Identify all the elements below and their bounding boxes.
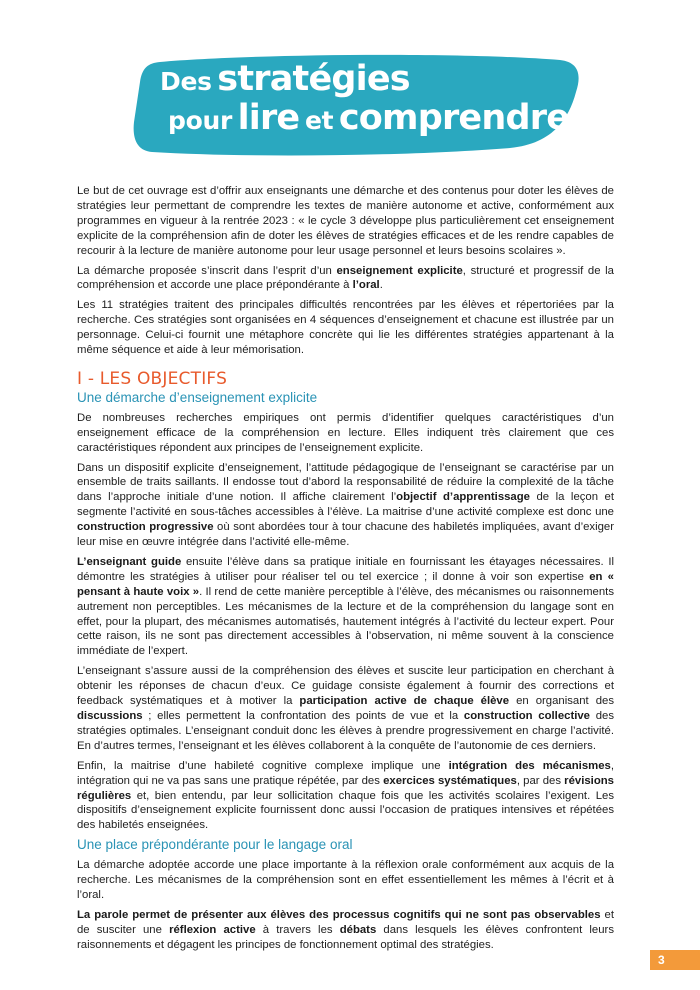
title-word-des: Des — [160, 67, 212, 96]
page-number: 3 — [650, 950, 700, 970]
intro-paragraph-2: La démarche proposée s’inscrit dans l’esprit d’un enseignement explicite, structuré et progressif de la compréhension et accorde une place prépondérante à l’oral. — [77, 264, 614, 292]
title-word-comprendre: comprendre — [338, 98, 570, 138]
objectifs-paragraph-3: L’enseignant guide ensuite l’élève dans sa pratique initiale en fournissant les étayages nécessaires. Il démontre les stratégies à utiliser pour réaliser tel ou tel exercice ; il donne à voir son expertise en « pensant à haute voix ». Il rend de cette manière perceptible à l’élève, des mécanismes ou raisonnements autrement non perceptibles. Les mécanismes de la lecture et de la compréhension du langage sont en effet, pour la plupart, des mécanismes automatisés, hautement intégrés à l’activité du lecteur expert. Pour cette raison, ils ne sont pas directement accessibles à l’observation, ni même souvent à la conscience immédiate de l’expert. — [77, 555, 614, 658]
title-word-pour: pour — [168, 106, 232, 135]
subheading-enseignement-explicite: Une démarche d’enseignement explicite — [77, 389, 318, 405]
page-title — [160, 59, 570, 138]
subheading-langage-oral: Une place prépondérante pour le langage oral — [77, 837, 353, 853]
objectifs-paragraph-5: Enfin, la maitrise d’une habileté cognitive complexe implique une intégration des mécanismes, intégration qui ne va pas sans une pratique répétée, par des exercices systématiques, par des révisions régulières et, bien entendu, par leur sollicitation chaque fois que les activités scolaires l’exigent. Les dispositifs d’enseignement explicite fournissent donc aussi l’occasion de pratiques intensives et répétées des habiletés enseignées. — [77, 759, 614, 832]
intro-paragraph-3: Les 11 stratégies traitent des principales difficultés rencontrées par les élèves et répertoriées par la recherche. Ces stratégies sont organisées en 4 séquences d’enseignement et chacune est illustrée par un personnage. Celui-ci fournit une métaphore concrète qui lie les différentes stratégies appartenant à la même séquence et aide à leur mémorisation. — [77, 299, 614, 357]
title-word-et: et — [304, 106, 334, 135]
title-word-lire: lire — [237, 98, 300, 138]
section-heading-objectifs: I - LES OBJECTIFS — [77, 368, 228, 389]
body-content — [77, 184, 614, 958]
objectifs-paragraph-1: De nombreuses recherches empiriques ont permis d’identifier quelques caractéristiques d’un enseignement efficace de la compréhension en lecture. Elles indiquent très clairement que ces caractéristiques répondent aux principes de l’enseignement explicite. — [77, 411, 614, 454]
title-word-strategies: stratégies — [217, 59, 410, 99]
objectifs-paragraph-4: L’enseignant s’assure aussi de la compréhension des élèves et suscite leur participation en cherchant à obtenir les réponses de chacun d’eux. Ce guidage consiste également à fournir des corrections et feedback systématiques et à motiver la participation active de chaque élève en organisant des discussions ; elles permettent la confrontation des points de vue et la construction collective des stratégies optimales. L’enseignant conduit donc les élèves à prendre progressivement en charge l’activité. En d’autres termes, l’enseignant et les élèves collaborent à la conquête de l’autonomie de ces derniers. — [77, 665, 614, 752]
intro-paragraph-1: Le but de cet ouvrage est d’offrir aux enseignants une démarche et des contenus pour doter les élèves de stratégies leur permettant de comprendre les textes de manière autonome et active, conformément aux programmes en vigueur à la rentrée 2023 : « le cycle 3 développe plus particulièrement cet enseignement explicite de la compréhension afin de doter les élèves de stratégies efficaces et de les rendre capables de recourir à la lecture de manière autonome pour leur usage personnel et leurs besoins scolaires ». — [77, 185, 614, 257]
oral-paragraph-1: La démarche adoptée accorde une place importante à la réflexion orale conformément aux acquis de la recherche. Les mécanismes de la compréhension sont en effet essentiellement les mêmes à l’écrit et à l’oral. — [77, 859, 614, 901]
oral-paragraph-2: La parole permet de présenter aux élèves des processus cognitifs qui ne sont pas observables et de susciter une réflexion active à travers les débats dans lesquels les élèves confrontent leurs raisonnements et dégagent les principes de fonctionnement optimal des stratégies. — [77, 908, 614, 951]
objectifs-paragraph-2: Dans un dispositif explicite d’enseignement, l’attitude pédagogique de l’enseignant se caractérise par un ensemble de traits saillants. Il endosse tout d’abord la responsabilité de réduire la complexité de la tâche dans l’approche initiale d’une notion. Il affiche clairement l’objectif d’apprentissage de la leçon et segmente l’activité en sous-tâches accessibles à l’élève. La maitrise d’une activité complexe est donc une construction progressive où sont abordées tour à tour chacune des habiletés impliquées, avant d’exiger leur mise en œuvre intégrée dans l’activité elle-même. — [77, 461, 614, 549]
